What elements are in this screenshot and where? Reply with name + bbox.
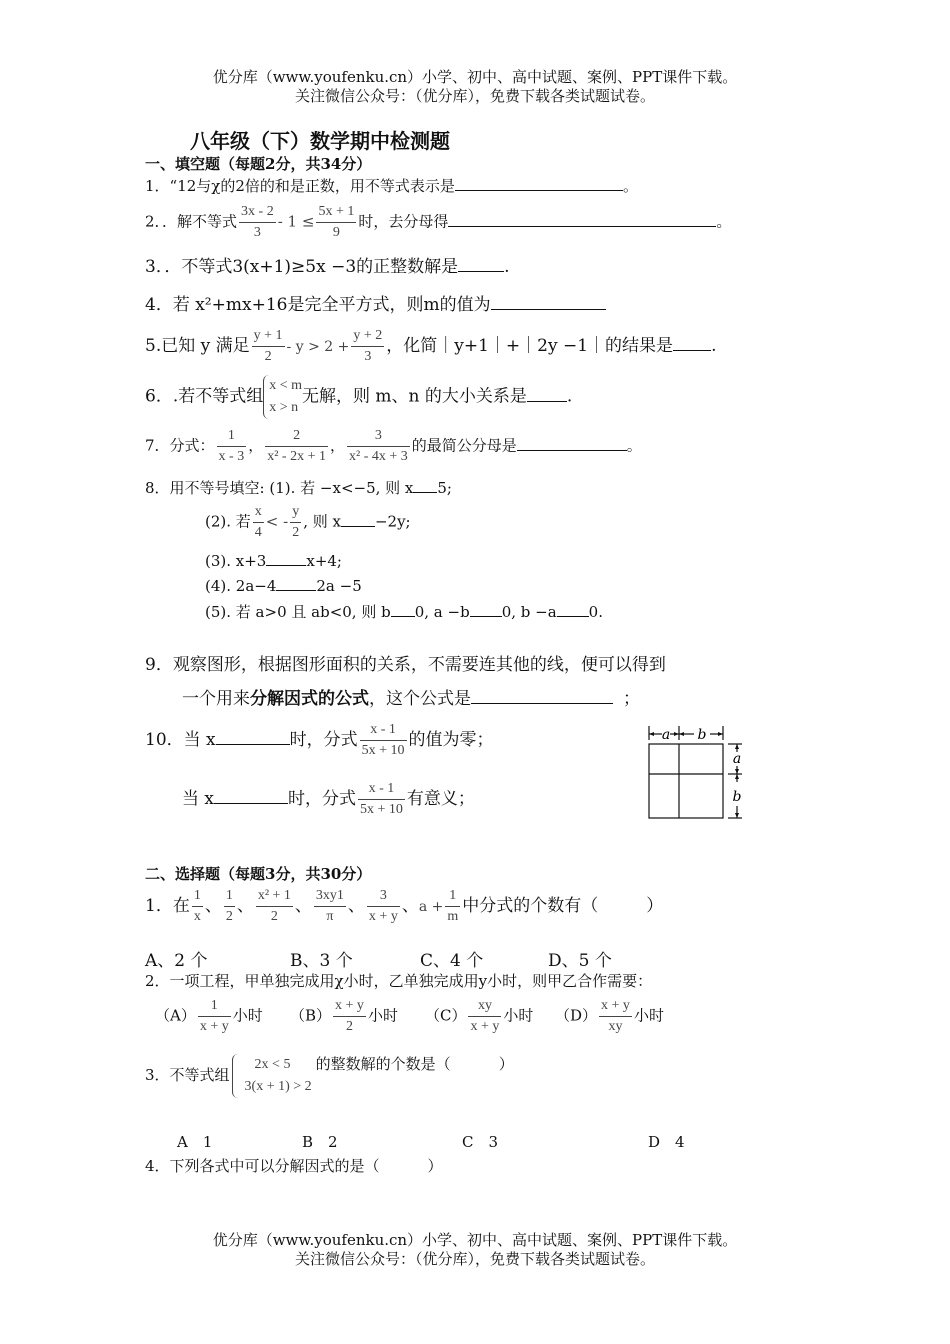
question-2-2: 2．一项工程，甲单独完成用χ小时，乙单独完成用y小时，则甲乙合作需要： xyxy=(145,972,653,990)
question-1-8-3: (3). x+3 x+4; xyxy=(205,552,342,570)
answer-blank xyxy=(276,589,316,591)
fraction: $\frac{x - 1}{5x + 10}$ xyxy=(361,722,405,758)
answer-blank xyxy=(448,225,716,227)
answer-blank xyxy=(266,564,306,566)
answer-blank xyxy=(214,802,288,804)
question-1-7: 7．分式： $\frac{1}{x - 3}$ ， $\frac{2}{\text{x² - 2x + 1}}$ ， $\frac{3}{\text{x² - 4x + 3}}$ 的最简公分母是 。 xyxy=(145,426,642,467)
question-2-2-option-b: （B） $\frac{x + y}{2}$ 小时 xyxy=(290,996,398,1037)
answer-blank xyxy=(455,189,623,191)
answer-blank xyxy=(216,743,290,745)
answer-blank xyxy=(413,491,437,493)
question-1-10-line-2: 当 x 时，分式 $\frac{x - 1}{5x + 10}$ 有意义； xyxy=(182,779,475,820)
fraction: $\frac{3xy1}{\pi}$ xyxy=(315,888,344,924)
footer-line-1: 优分库（www.youfenku.cn）小学、初中、高中试题、案例、PPT课件下载。 xyxy=(212,1231,738,1249)
section-2-heading: 二、选择题（每题3分，共30分） xyxy=(145,865,372,883)
inequality-system: x < m x > n xyxy=(263,375,302,419)
question-2-1-option-d: D、5 个 xyxy=(548,951,612,971)
question-2-1-option-c: C、4 个 xyxy=(420,951,484,971)
question-1-10-line-1: 10．当 x 时，分式 $\frac{x - 1}{5x + 10}$ 的值为零； xyxy=(145,720,494,761)
question-2-3-option-c: C 3 xyxy=(462,1133,499,1151)
answer-blank xyxy=(673,349,711,351)
question-2-3-option-d: D 4 xyxy=(648,1133,685,1151)
question-1-8-4: (4). 2a−4 2a −5 xyxy=(205,577,362,595)
inequality-system: 2x < 5 3(x + 1) > 2 xyxy=(232,1054,312,1098)
fraction: $\frac{\text{x² + 1}}{2}$ xyxy=(257,888,291,924)
fraction: $\frac{y}{2}$ xyxy=(292,504,300,540)
fraction: $\frac{1}{m}$ xyxy=(447,888,459,924)
figure-label-a: a xyxy=(661,727,671,743)
fraction: $\frac{3}{\text{x² - 4x + 3}}$ xyxy=(349,428,408,464)
fraction: $\frac{3x - 2}{3}$ xyxy=(241,204,274,240)
fraction: $\frac{1}{x - 3}$ xyxy=(218,428,245,464)
fraction: $\frac{x + y}{xy}$ xyxy=(601,998,630,1034)
question-1-3: 3．．不等式3(x+1)≥5x −3的正整数解是 . xyxy=(145,257,510,277)
answer-blank xyxy=(517,449,627,451)
question-2-3: 3．不等式组 2x < 5 3(x + 1) > 2 的整数解的个数是（ ） xyxy=(145,1054,514,1098)
answer-blank xyxy=(527,400,567,402)
footer-line-2: 关注微信公众号：（优分库），免费下载各类试题试卷。 xyxy=(294,1250,655,1268)
page-title: 八年级（下）数学期中检测题 xyxy=(190,129,450,153)
question-1-8: 8．用不等号填空: (1). 若 −x<−5, 则 x 5; xyxy=(145,479,452,497)
answer-blank xyxy=(491,308,606,310)
fraction: $\frac{3}{x + y}$ xyxy=(368,888,398,924)
question-1-4: 4．若 x²+mx+16是完全平方式，则m的值为 xyxy=(145,290,606,315)
fraction: $\frac{1}{2}$ xyxy=(225,888,233,924)
fraction: $\frac{xy}{x + y}$ xyxy=(470,998,500,1034)
question-2-1-option-b: B、3 个 xyxy=(290,951,353,971)
question-1-1: 1．“12与χ的2倍的和是正数，用不等式表示是 。 xyxy=(145,177,638,195)
answer-blank xyxy=(341,525,375,527)
fraction: $\frac{5x + 1}{9}$ xyxy=(318,204,355,240)
section-1-heading: 一、填空题（每题2分，共34分） xyxy=(145,155,372,173)
answer-blank xyxy=(557,615,589,617)
question-1-8-5: (5). 若 a>0 且 ab<0, 则 b 0, a −b 0, b −a 0. xyxy=(205,603,603,621)
fraction: $\frac{1}{x + y}$ xyxy=(199,998,229,1034)
fraction: $\frac{x - 1}{5x + 10}$ xyxy=(360,781,403,817)
square-partition-figure xyxy=(642,722,752,824)
fraction: $\frac{y + 2}{3}$ xyxy=(353,328,383,364)
fraction: $\frac{x + y}{2}$ xyxy=(335,998,364,1034)
question-1-5: 5.已知 y 满足 $\frac{y + 1}{2}$ - y > 2 + $\frac{y + 2}{3}$ ，化简｜y+1｜+｜2y −1｜的结果是 . xyxy=(145,326,716,367)
question-1-9-line-2: 一个用来分解因式的公式，这个公式是 ； xyxy=(182,689,640,709)
fraction: $\frac{2}{\text{x² - 2x + 1}}$ xyxy=(267,428,326,464)
question-1-2: 2．．解不等式 $\frac{3x - 2}{3}$ - 1 ≤ $\frac{5x + 1}{9}$ 时，去分母得 。 xyxy=(145,202,731,243)
header-line-1: 优分库（www.youfenku.cn）小学、初中、高中试题、案例、PPT课件下载。 xyxy=(212,68,738,86)
figure-label-a-side: a xyxy=(732,751,742,767)
figure-label-b: b xyxy=(697,727,707,743)
question-1-8-2: (2). 若 $\frac{x}{4}$ < - $\frac{y}{2}$ , 则 x −2y; xyxy=(205,502,411,543)
fraction: $\frac{x}{4}$ xyxy=(254,504,262,540)
question-2-2-option-c: （C） $\frac{xy}{x + y}$ 小时 xyxy=(425,996,533,1037)
question-1-9-line-1: 9．观察图形，根据图形面积的关系，不需要连其他的线，便可以得到 xyxy=(145,655,666,675)
fraction: $\frac{y + 1}{2}$ xyxy=(253,328,283,364)
figure-label-b-side: b xyxy=(732,789,742,805)
answer-blank xyxy=(471,702,613,704)
question-2-3-option-a: A 1 xyxy=(177,1133,213,1151)
question-2-4: 4．下列各式中可以分解因式的是（ ） xyxy=(145,1157,443,1175)
answer-blank xyxy=(458,270,504,272)
fraction: $\frac{1}{x}$ xyxy=(193,888,201,924)
question-2-2-option-d: （D） $\frac{x + y}{xy}$ 小时 xyxy=(555,996,664,1037)
answer-blank xyxy=(391,615,415,617)
question-2-1-option-a: A、2 个 xyxy=(145,951,208,971)
header-line-2: 关注微信公众号：（优分库），免费下载各类试题试卷。 xyxy=(294,87,655,105)
answer-blank xyxy=(470,615,502,617)
question-1-6: 6．.若不等式组 x < m x > n 无解，则 m、n 的大小关系是 . xyxy=(145,375,572,419)
question-2-1: 1．在 $\frac{1}{x}$ 、 $\frac{1}{2}$ 、 $\frac{\text{x² + 1}}{2}$ 、 $\frac{3xy1}{\pi}$ 、 $\frac{3}{x + y}$ 、a + $\frac{1}{m}$ 中分式的个数有（ ） xyxy=(145,886,663,927)
question-2-3-option-b: B 2 xyxy=(302,1133,338,1151)
question-2-2-option-a: （A） $\frac{1}{x + y}$ 小时 xyxy=(155,996,263,1037)
